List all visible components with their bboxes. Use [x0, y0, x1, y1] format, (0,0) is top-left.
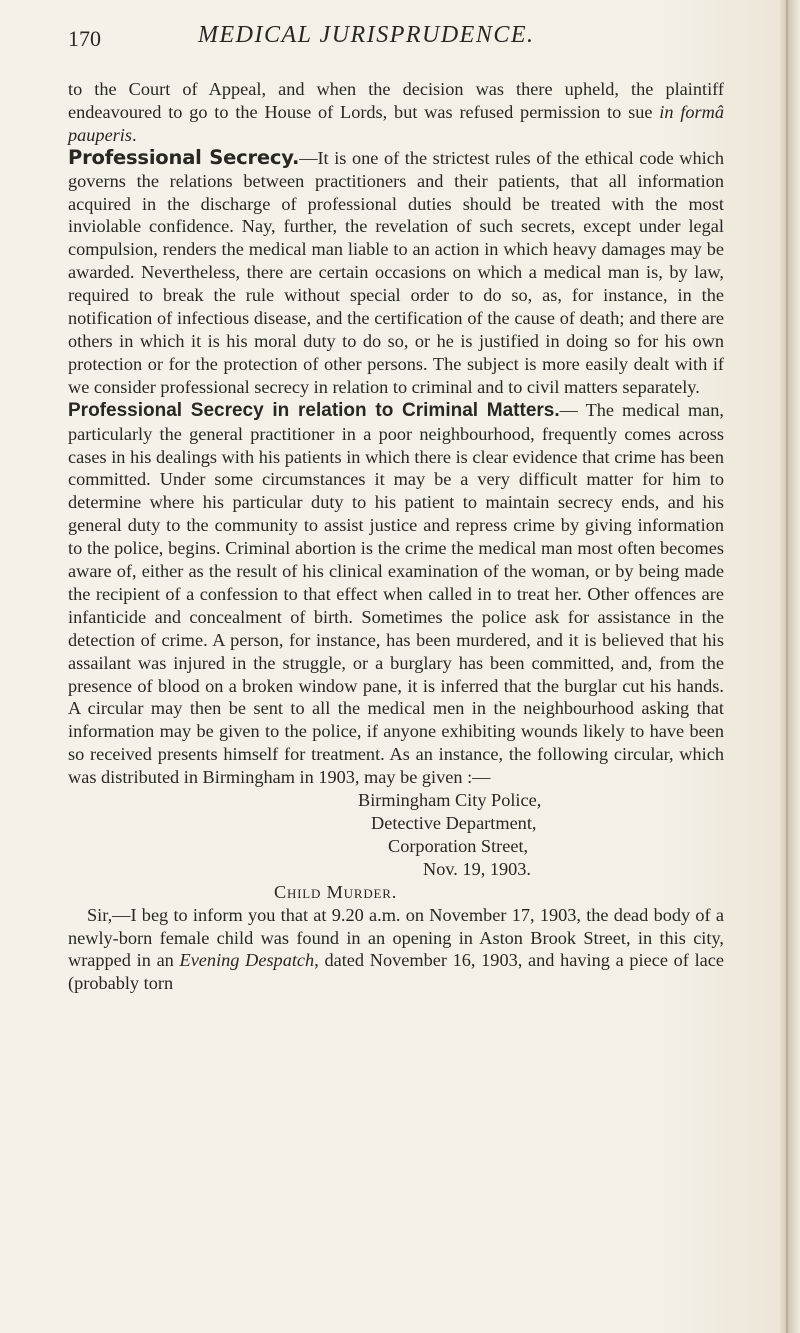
address-line: Corporation Street, — [388, 835, 529, 856]
address-date: Nov. 19, 1903. — [423, 858, 531, 879]
newspaper-title: Evening Despatch — [179, 950, 315, 971]
paragraph-text: —It is one of the strictest rules of the ethical code which governs the relations between practitioners and their patients, that all information acquired in the discharge of professional duties should be treated with the most inviolable confidence. Nay, further, the revelation of such secrets, except under legal compulsion, renders the medical man liable to an action in which heavy damages may be awarded. Nevertheless, there are certain occasions on which a medical man is, by law, required to break the rule without special order to do so, as, for instance, in the notification of infectious disease, and the certification of the cause of death; and there are others in which it is his moral duty to do so, or he is justified in doing so for his own protection or for the protection of other persons. The subject is more easily dealt with if we consider professional secrecy in relation to criminal and to civil matters separately. — [68, 147, 724, 397]
letter-caption: Child Murder. — [274, 881, 398, 902]
body-text — [68, 78, 724, 995]
paragraph-professional-secrecy — [68, 147, 724, 399]
letter-text-end: , dated November 16, 1903, and having a piece of lace (probably torn — [68, 950, 724, 994]
paragraph-continuation — [68, 78, 724, 147]
section-heading: Professional Secrecy in relation to Criminal Matters. — [68, 399, 560, 421]
latin-phrase: in formâ pauperis — [68, 101, 724, 145]
page-number: 170 — [68, 26, 101, 51]
letter-text: Sir,—I beg to inform you that at 9.20 a.m. on November 17, 1903, the dead body of a newly-born female child was found in an opening in Aston Brook Street, in this city, wrapped in an — [68, 904, 724, 971]
section-heading: Professional Secrecy. — [68, 145, 300, 169]
address-line: Birmingham City Police, — [358, 790, 542, 811]
paragraph-text: — The medical man, particularly the general practitioner in a poor neighbourhood, frequently comes across cases in his dealings with his patients in which there is clear evidence that crime has been committed. Under some circumstances it may be a very difficult matter for him to determine where his particular duty to his patient to maintain secrecy ends, and his general duty to the community to assist justice and repress crime by giving information to the police, begins. Criminal abortion is the crime the medical man most often becomes aware of, either as the result of his clinical examination of the woman, or by being made the recipient of a confession to that effect when called in to treat her. Other offences are infanticide and concealment of birth. Sometimes the police ask for assistance in the detection of crime. A person, for instance, has been murdered, and it is believed that his assailant was injured in the struggle, or a burglary has been committed, and, from the presence of blood on a broken window pane, it is inferred that the burglar cut his hands. A circular may then be sent to all the medical men in the neighbourhood asking that information may be given to the police, if anyone exhibiting wounds likely to have been so received presents himself for treatment. As an instance, the following circular, which was distributed in Birmingham in 1903, may be given :— — [68, 399, 724, 788]
paragraph-text-end: . — [131, 124, 137, 145]
letter-body — [68, 904, 724, 996]
paragraph-text: to the Court of Appeal, and when the decision was there upheld, the plaintiff endeavoured to go to the House of Lords, but was refused permission to sue — [68, 79, 724, 122]
page-header — [68, 18, 740, 58]
paragraph-criminal-matters — [68, 399, 724, 789]
page-edge-line — [786, 0, 788, 1333]
page-edge — [780, 0, 800, 1333]
running-title: MEDICAL JURISPRUDENCE. — [198, 22, 535, 48]
letter-address-block — [68, 789, 724, 881]
address-line: Detective Department, — [371, 813, 537, 833]
